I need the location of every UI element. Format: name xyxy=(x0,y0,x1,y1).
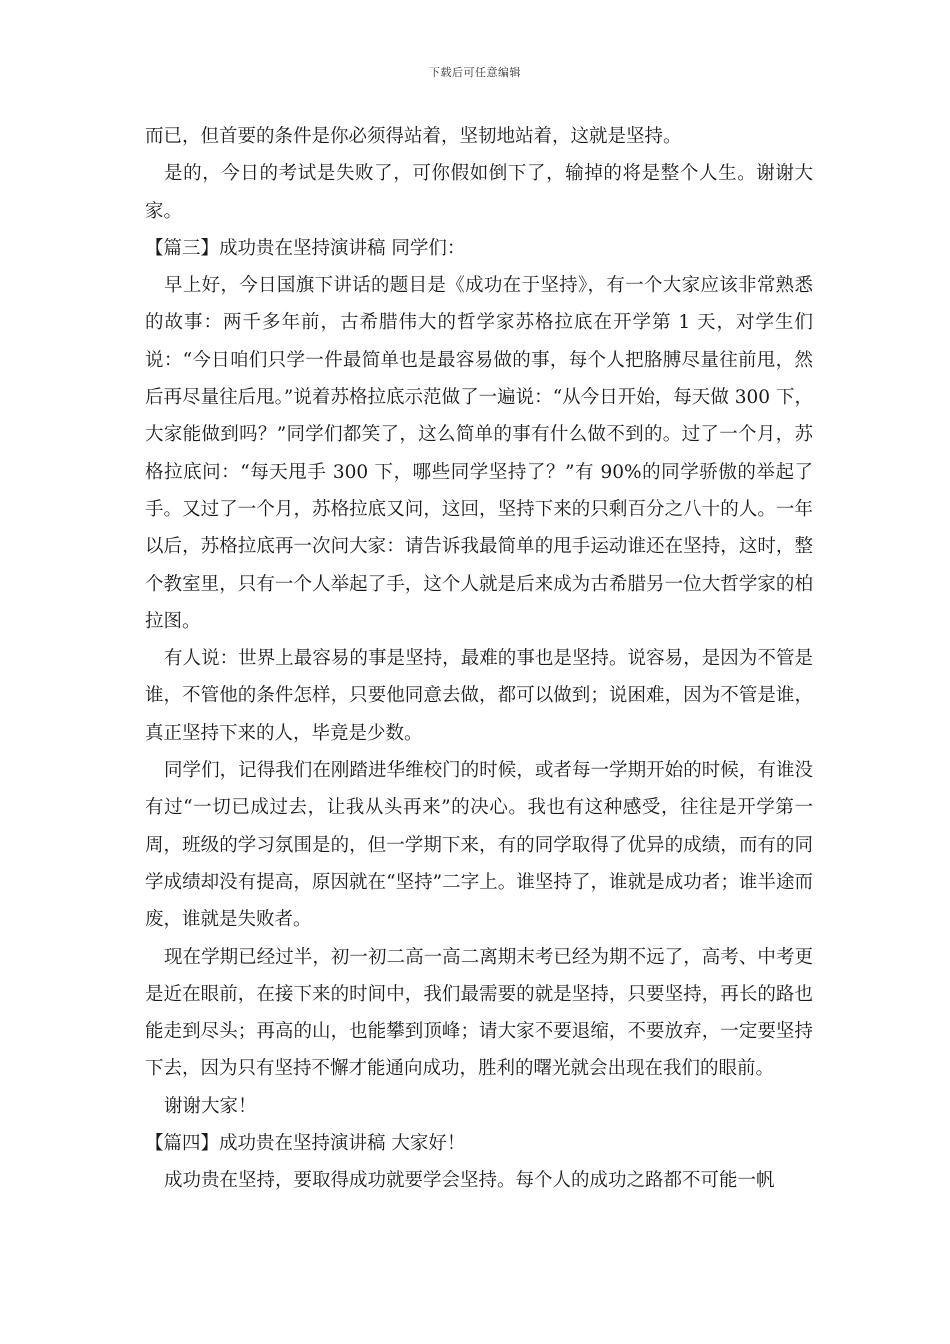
section-heading-part-4: 【篇四】成功贵在坚持演讲稿 大家好！ xyxy=(145,1133,466,1155)
paragraph: 早上好，今日国旗下讲话的题目是《成功在于坚持》，有一个大家应该非常熟悉的故事：两千多年前，古希腊伟大的哲学家苏格拉底在开学第 1 天，对学生们说：“今日咱们只学一件最简单也是最容易做的事，每个人把胳膊尽量往前甩，然后再尽量往后甩。”说着苏格拉底示范做了一遍说：“从今日开始，每天做 300 下，大家能做到吗？”同学们都笑了，这么简单的事有什么做不到的。过了一个月，苏格拉底问：“每天甩手 300 下，哪些同学坚持了？”有 90%的同学骄傲的举起了手。又过了一个月，苏格拉底又问，这回，坚持下来的只剩百分之八十的人。一年以后，苏格拉底再一次问大家：请告诉我最简单的甩手运动谁还在坚持，这时，整个教室里，只有一个人举起了手，这个人就是后来成为古希腊另一位大哲学家的柏拉图。 xyxy=(145,275,813,632)
page-header: 下载后可任意编辑 xyxy=(429,66,521,79)
paragraph: 现在学期已经过半，初一初二高一高二离期末考已经为期不远了，高考、中考更是近在眼前，在接下来的时间中，我们最需要的就是坚持，只要坚持，再长的路也能走到尽头；再高的山，也能攀到顶峰；请大家不要退缩，不要放弃，一定要坚持下去，因为只有坚持不懈才能通向成功，胜利的曙光就会出现在我们的眼前。 xyxy=(145,946,813,1080)
paragraph: 有人说：世界上最容易的事是坚持，最难的事也是坚持。说容易，是因为不管是谁，不管他的条件怎样，只要他同意去做，都可以做到；说困难，因为不管是谁，真正坚持下来的人，毕竟是少数。 xyxy=(145,648,813,744)
closing-line: 谢谢大家！ xyxy=(164,1095,257,1117)
document-body xyxy=(145,118,813,1200)
section-heading-part-3: 【篇三】成功贵在坚持演讲稿 同学们： xyxy=(145,237,466,259)
paragraph: 成功贵在坚持，要取得成功就要学会坚持。每个人的成功之路都不可能一帆 xyxy=(164,1170,775,1192)
paragraph: 同学们，记得我们在刚踏进华维校门的时候，或者每一学期开始的时候，有谁没有过“一切已成过去，让我从头再来”的决心。我也有这种感受，往往是开学第一周，班级的学习氛围是的，但一学期下来，有的同学取得了优异的成绩，而有的同学成绩却没有提高，原因就在“坚持”二字上。谁坚持了，谁就是成功者；谁半途而废，谁就是失败者。 xyxy=(145,760,813,931)
paragraph-continuation: 而已，但首要的条件是你必须得站着，坚韧地站着，这就是坚持。 xyxy=(145,126,682,147)
paragraph: 是的，今日的考试是失败了，可你假如倒下了，输掉的将是整个人生。谢谢大家。 xyxy=(145,163,813,222)
